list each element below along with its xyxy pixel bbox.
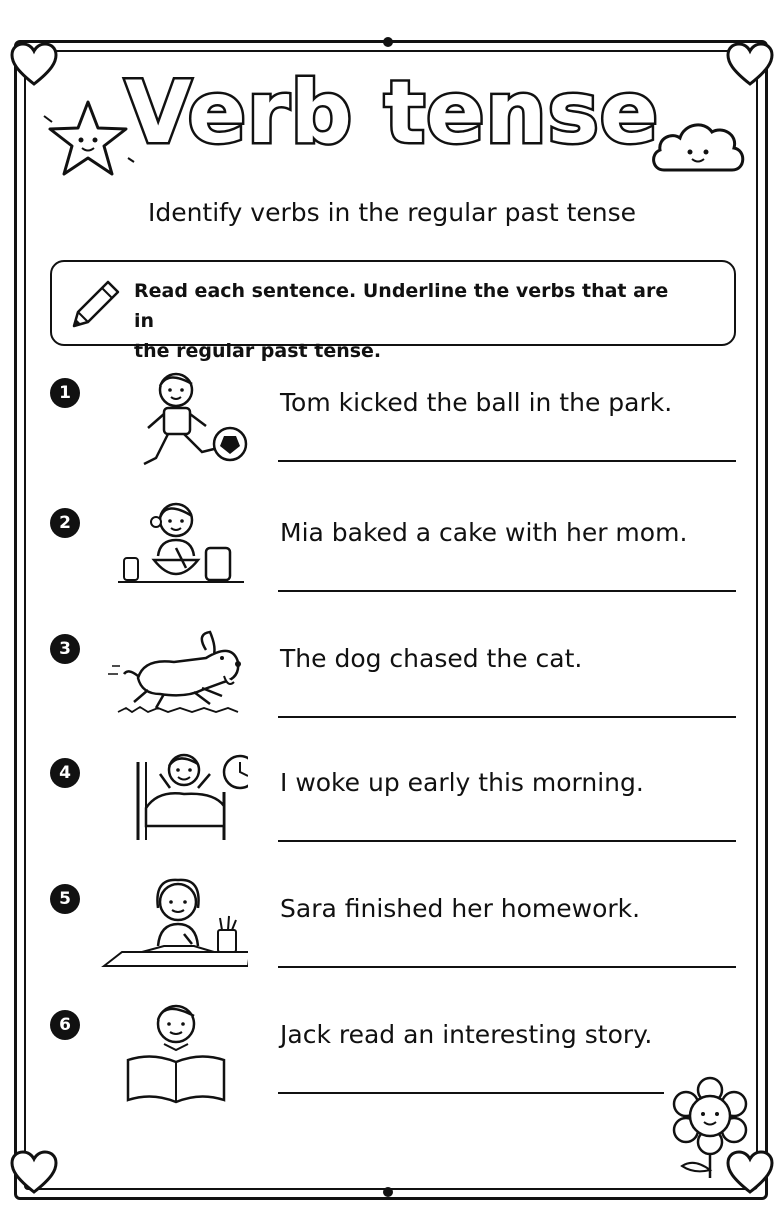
sentence-text: I woke up early this morning. bbox=[280, 768, 644, 797]
answer-line[interactable] bbox=[278, 590, 736, 592]
instructions-text bbox=[134, 276, 694, 366]
instructions-line: the regular past tense. bbox=[134, 340, 382, 362]
instructions-line: Read each sentence. Underline the verbs that are in bbox=[134, 280, 669, 332]
exercise-item bbox=[40, 368, 750, 488]
boy-reading-book-icon bbox=[98, 1000, 248, 1110]
dot-ornament-icon bbox=[380, 1184, 396, 1200]
heart-icon bbox=[8, 1148, 60, 1196]
sentence-text: Jack read an interesting story. bbox=[280, 1020, 653, 1049]
answer-line[interactable] bbox=[278, 1092, 664, 1094]
exercise-item bbox=[40, 1000, 750, 1120]
worksheet-subtitle: Identify verbs in the regular past tense bbox=[147, 198, 637, 227]
item-number: 4 bbox=[50, 758, 80, 788]
boy-kicking-ball-icon bbox=[98, 368, 248, 478]
exercise-item bbox=[40, 748, 750, 868]
instructions-box bbox=[50, 260, 736, 362]
sentence-text: Mia baked a cake with her mom. bbox=[280, 518, 688, 547]
item-number: 2 bbox=[50, 508, 80, 538]
item-number: 3 bbox=[50, 634, 80, 664]
running-dog-icon bbox=[98, 624, 248, 734]
answer-line[interactable] bbox=[278, 716, 736, 718]
item-number: 1 bbox=[50, 378, 80, 408]
answer-line[interactable] bbox=[278, 966, 736, 968]
sentence-text: Tom kicked the ball in the park. bbox=[280, 388, 673, 417]
item-number: 6 bbox=[50, 1010, 80, 1040]
answer-line[interactable] bbox=[278, 460, 736, 462]
girl-writing-homework-icon bbox=[98, 874, 248, 984]
sentence-text: Sara finished her homework. bbox=[280, 894, 641, 923]
exercise-item bbox=[40, 498, 750, 618]
sentence-text: The dog chased the cat. bbox=[280, 644, 583, 673]
flower-icon bbox=[664, 1074, 756, 1178]
worksheet-title: Verb tense bbox=[124, 63, 660, 163]
boy-waking-in-bed-icon bbox=[98, 748, 248, 858]
answer-line[interactable] bbox=[278, 840, 736, 842]
exercise-item bbox=[40, 874, 750, 994]
item-number: 5 bbox=[50, 884, 80, 914]
dot-ornament-icon bbox=[380, 34, 396, 50]
pencil-icon bbox=[66, 276, 124, 334]
exercise-item bbox=[40, 624, 750, 744]
girl-baking-icon bbox=[98, 498, 248, 608]
